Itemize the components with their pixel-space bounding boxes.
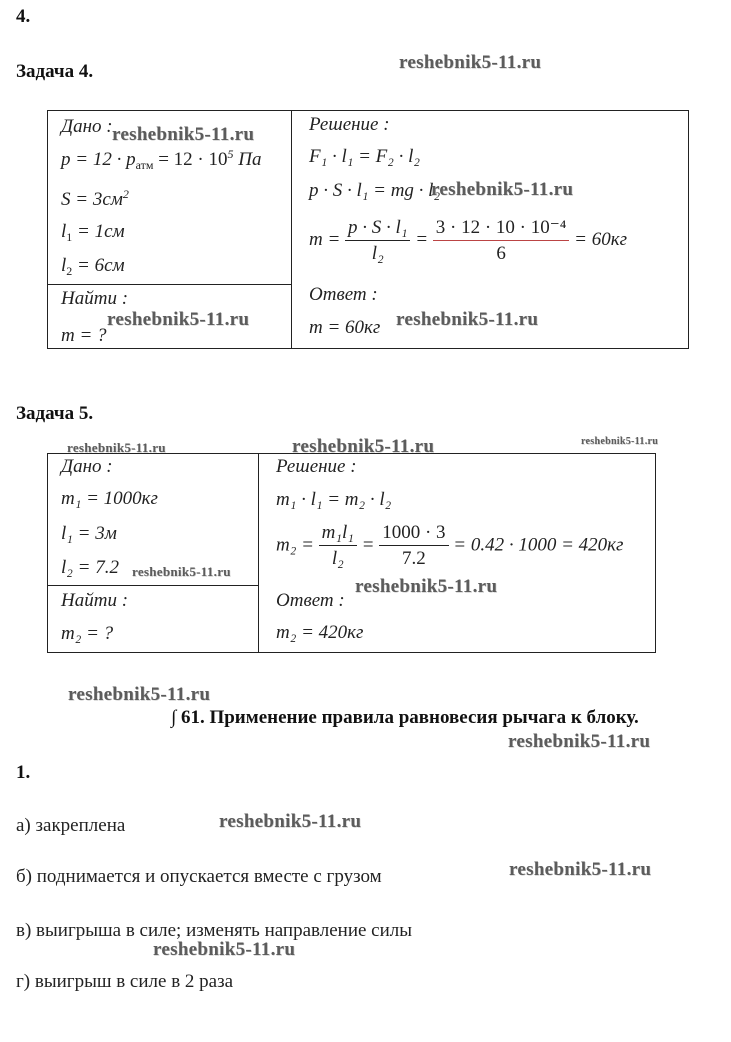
watermark: reshebnik5-11.ru xyxy=(431,179,574,200)
watermark: reshebnik5-11.ru xyxy=(355,576,498,597)
watermark: reshebnik5-11.ru xyxy=(107,309,250,330)
task5-given-label: Дано : xyxy=(61,456,113,477)
task5-answer-label: Ответ : xyxy=(276,590,345,611)
section-heading: ∫ 61. Применение правила равновесия рычага к блоку. xyxy=(171,707,639,728)
watermark: reshebnik5-11.ru xyxy=(132,564,231,579)
task4-eq1: F₁ · l₁ = F₂ · l₂ xyxy=(309,146,421,167)
task5-divider-horizontal xyxy=(47,585,259,586)
watermark: reshebnik5-11.ru xyxy=(219,811,362,832)
task4-title: Задача 4. xyxy=(16,61,94,82)
task5-given-l2: l₂ = 7.2 xyxy=(61,557,119,578)
task4-divider-horizontal xyxy=(47,284,292,285)
task4-divider-vertical xyxy=(291,110,292,349)
watermark: reshebnik5-11.ru xyxy=(396,309,539,330)
task4-find-value: m = ? xyxy=(61,325,107,346)
task4-eq3: m = $\frac{\text{p · S · l₁}}{\text{l₂}}$ = $\frac{\text{3 · 12 · 10 · 10⁻⁴}}{6}$ = 60кг xyxy=(309,216,628,264)
watermark: reshebnik5-11.ru xyxy=(153,939,296,960)
task5-find-value: m₂ = ? xyxy=(61,623,114,644)
watermark: reshebnik5-11.ru xyxy=(67,440,166,455)
question-number: 1. xyxy=(16,762,31,783)
watermark: reshebnik5-11.ru xyxy=(292,436,435,457)
task4-solution-label: Решение : xyxy=(309,114,390,135)
task4-answer-label: Ответ : xyxy=(309,284,378,305)
watermark: reshebnik5-11.ru xyxy=(399,52,542,73)
task4-given-pressure: $p = 12 \cdot p_{атм} = 12 \cdot 10^5$ Па xyxy=(61,147,262,172)
answer-b: б) поднимается и опускается вместе с грузом xyxy=(16,866,382,887)
watermark: reshebnik5-11.ru xyxy=(509,859,652,880)
task4-answer-value: m = 60кг xyxy=(309,317,381,338)
page-number: 4. xyxy=(16,6,31,27)
task5-find-label: Найти : xyxy=(61,590,129,611)
watermark: reshebnik5-11.ru xyxy=(581,436,659,447)
task4-given-area: $S = 3см^2$ xyxy=(61,187,129,210)
watermark: reshebnik5-11.ru xyxy=(68,684,211,705)
task5-solution-label: Решение : xyxy=(276,456,357,477)
task5-divider-vertical xyxy=(258,453,259,653)
answer-a: а) закреплена xyxy=(16,815,126,836)
task4-find-label: Найти : xyxy=(61,288,129,309)
answer-d: г) выигрыш в силе в 2 раза xyxy=(16,971,234,992)
answer-c: в) выигрыша в силе; изменять направление силы xyxy=(16,920,413,941)
task4-given-l1: $l_1 = 1см$ xyxy=(61,221,125,244)
watermark: reshebnik5-11.ru xyxy=(508,731,651,752)
task5-eq2: m₂ = $\frac{\text{m₁l₁}}{\text{l₂}}$ = $\frac{1000 \cdot 3}{7.2}$ = 0.42 · 1000 = 420кг xyxy=(276,522,624,569)
task5-answer-value: m₂ = 420кг xyxy=(276,622,364,643)
task5-given-m1: m₁ = 1000кг xyxy=(61,488,158,509)
task4-given-label: Дано : xyxy=(61,116,113,137)
task5-title: Задача 5. xyxy=(16,403,94,424)
task4-eq2: p · S · l₁ = mg · l₂ xyxy=(309,180,441,201)
task5-eq1: m₁ · l₁ = m₂ · l₂ xyxy=(276,489,392,510)
watermark: reshebnik5-11.ru xyxy=(112,124,255,145)
task5-given-l1: l₁ = 3м xyxy=(61,523,117,544)
task4-given-l2: $l_2 = 6см$ xyxy=(61,255,125,278)
